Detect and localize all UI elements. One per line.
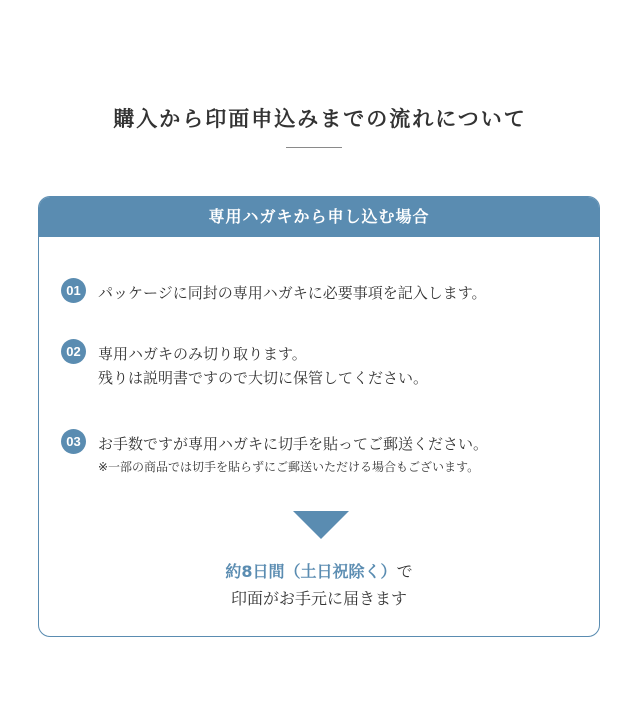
step-note: ※一部の商品では切手を貼らずにご郵送いただける場合もございます。 [98,460,480,474]
step-number-badge: 03 [61,429,86,454]
card-header: 専用ハガキから申し込む場合 [39,197,599,237]
down-triangle-icon [293,511,349,539]
step-line: 残りは説明書ですので大切に保管してください。 [98,369,429,387]
step-text [98,432,488,478]
delivery-time-line [39,559,599,585]
step-line: 専用ハガキのみ切り取ります。 [98,345,307,363]
step-number-badge: 02 [61,339,86,364]
delivery-result [39,559,599,613]
title-underline [286,147,342,148]
page-title: 購入から印面申込みまでの流れについて [113,107,527,131]
step-text [98,342,428,390]
step-number-badge: 01 [61,278,86,303]
flow-card [38,196,600,637]
delivery-time-suffix: で [396,562,413,581]
delivery-time-highlight: 約8日間（土日祝除く） [225,562,397,581]
step-line: パッケージに同封の専用ハガキに必要事項を記入します。 [98,284,487,302]
step-text [98,281,487,305]
delivery-message: 印面がお手元に届きます [230,589,407,608]
step-line: お手数ですが専用ハガキに切手を貼ってご郵送ください。 [98,435,489,453]
